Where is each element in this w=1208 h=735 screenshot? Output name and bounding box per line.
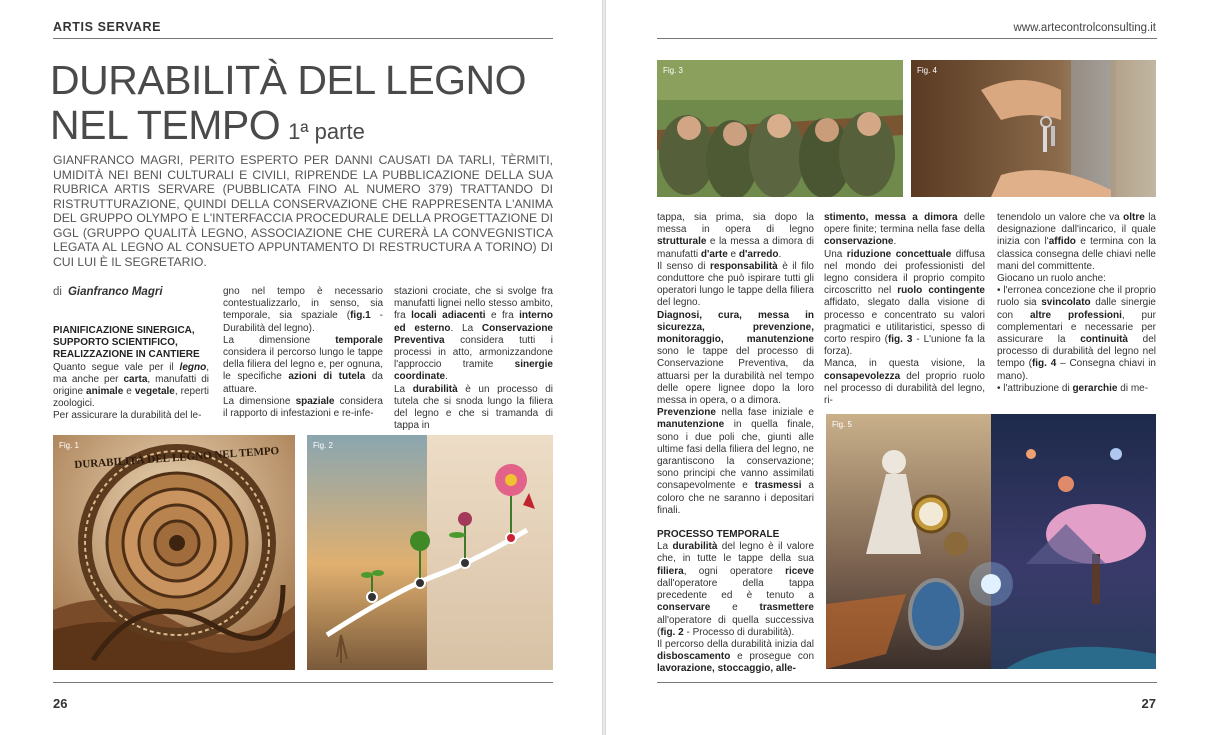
paragraph: Giocano un ruolo anche:: [997, 273, 1106, 285]
header-rule: [53, 38, 553, 39]
figure-5-label: Fig. 5: [832, 420, 853, 429]
paragraph: gno nel tempo è necessario contestualizzarlo, in senso, sia temporale, sia spaziale (fig.1 - Durabilità del legno).: [223, 286, 383, 334]
figure-2-label: Fig. 2: [313, 441, 334, 450]
section-title: ARTIS SERVARE: [53, 20, 162, 34]
lede-paragraph: GIANFRANCO MAGRI, PERITO ESPERTO PER DANNI CAUSATI DA TARLI, TÈRMITI, UMIDITÀ NEI BENI CULTURALI E CIVILI, RIPRENDE LA PUBBLICAZIONE DELLA SUA RUBRICA ARTIS SERVARE (PUBBLICATA FINO AL NUMERO 379) TRATTANDO DI RISTRUTTURAZIONE, QUINDI DELLA CONSERVAZIONE CHE RAPPRESENTA L'ANIMA DEL GRUPPO OLYMPO E L'INTERFACCIA PROCEDURALE DELLA PROGETTAZIONE DI GGL (GRUPPO QUALITÀ LEGNO, ASSOCIAZIONE CHE CURERÀ LA CONVEGNISTICA LEGATA AL LEGNO AL CONSUETO APPUNTAMENTO DI RESTRUCTURA A TORINO) DI CUI LUI È IL SEGRETARIO.: [53, 153, 553, 269]
left-column-1: [53, 323, 209, 423]
page-number-right: 27: [1141, 696, 1156, 711]
paragraph: tenendolo un valore che va oltre la designazione dall'incarico, il quale inizia con l'affido e termina con la classica consegna delle chiavi nelle mani del committente.: [997, 212, 1156, 272]
subheading: PIANIFICAZIONE SINERGICA, SUPPORTO SCIENTIFICO, REALIZZAZIONE IN CANTIERE: [53, 325, 200, 361]
figure-3-label: Fig. 3: [663, 66, 684, 75]
paragraph: Una riduzione concettuale diffusa nel mondo dei professionisti del legno considera il proprio compito circoscritto nel ruolo contingente affidato, slegato dalla visione di processo e concentrato su valori pragmatici e utilitaristici, spesso di corto respiro (fig. 3 - L'unione fa la forza).: [824, 248, 985, 358]
paragraph: Manca, in questa visione, la consapevolezza del proprio ruolo nel processo di durabilità del legno, ri-: [824, 358, 985, 407]
page-number-left: 26: [53, 696, 68, 711]
subheading: PROCESSO TEMPORALE: [657, 529, 780, 541]
title-part: 1ª parte: [288, 119, 365, 144]
paragraph: stimento, messa a dimora delle opere finite; termina nella fase della conservazione.: [824, 212, 986, 248]
paragraph: stazioni crociate, che si svolge fra manufatti lignei nello stesso ambito, fra locali adiacenti e fra interno ed esterno. La Conservazione Preventiva considera tutti i processi in atto, armonizzandone l'approccio tramite sinergie coordinate.: [394, 286, 553, 383]
figure-5-time-illustration: [826, 414, 1156, 669]
figure-2-artwork: [307, 435, 553, 670]
figure-5-artwork: [826, 414, 1156, 669]
byline: [53, 286, 163, 298]
paragraph: Il percorso della durabilità inizia dal disboscamento e prosegue con lavorazione, stoccaggio, alle-: [657, 638, 814, 675]
left-page: [0, 0, 602, 735]
figure-2-growth-illustration: [307, 435, 553, 670]
figure-1-spiral-illustration: [53, 435, 295, 670]
paragraph: • l'erronea concezione che il proprio ruolo sia svincolato dalle sinergie con altre professioni, pur complementari e necessarie per assicurare la continuità del processo di durabilità del legno nel tempo (fig. 4 – Consegna chiavi in mano).: [997, 285, 1156, 382]
site-url: www.artecontrolconsulting.it: [1013, 22, 1156, 34]
paragraph: Il senso di responsabilità è il filo conduttore che può ispirare tutti gli operatori lungo le tappe della filiera del legno.: [657, 260, 814, 309]
figure-4-keys-handover-photo: [911, 60, 1156, 197]
byline-author: Gianfranco Magri: [67, 286, 163, 298]
paragraph: Prevenzione nella fase iniziale e manutenzione in quella finale, sono i due poli che, giunti alle ultime fasi della filiera del legno, ne garantiscono la conservazione; sono principi che vanno assimilati consapevolmente e trasmessi a coloro che ne saranno i depositari finali.: [657, 407, 814, 516]
paragraph: La durabilità del legno è il valore che, in tutte le tappe della sua filiera, ogni operatore riceve dall'operatore della tappa precedente ed è tenuto a conservare e trasmettere all'operatore di quella successiva (fig. 2 - Processo di durabilità).: [657, 541, 815, 638]
figure-3-artwork: [657, 60, 903, 197]
paragraph: La dimensione spaziale considera il rapporto di infestazioni e re-infe-: [223, 395, 383, 420]
figure-4-label: Fig. 4: [917, 66, 938, 75]
figure-1-artwork: [53, 435, 295, 670]
paragraph: tappa, sia prima, sia dopo la messa in opera di legno strutturale e la messa a dimora di manufatti d'arte e d'arredo.: [657, 212, 814, 260]
title-line-2: [50, 103, 526, 154]
right-column-1: [657, 212, 814, 676]
title-line-1: DURABILITÀ DEL LEGNO: [50, 57, 527, 103]
byline-prefix: di: [53, 286, 62, 298]
paragraph: • l'attribuzione di gerarchie di me-: [997, 382, 1149, 394]
figure-4-artwork: [911, 60, 1156, 197]
right-page: [606, 0, 1208, 735]
right-column-2: [824, 212, 985, 407]
footer-rule: [657, 682, 1157, 683]
right-column-3: [997, 212, 1156, 395]
footer-rule: [53, 682, 553, 683]
figure-1-caption-text: DURABILITÀ DEL LEGNO NEL TEMPO: [74, 444, 280, 472]
paragraph: La durabilità è un processo di tutela che si snoda lungo la filiera del legno e che si tramanda di tappa in: [394, 383, 553, 432]
article-title: [50, 58, 526, 154]
figure-1-label: Fig. 1: [59, 441, 80, 450]
figure-3-teamwork-photo: [657, 60, 903, 197]
paragraph: Per assicurare la durabilità del le-: [53, 410, 202, 422]
paragraph: La dimensione temporale considera il percorso lungo le tappe della filiera del legno e, per ognuna, le specifiche azioni di tutela da attuare.: [223, 334, 383, 395]
title-line-2-text: NEL TEMPO: [50, 102, 281, 148]
left-column-2: [223, 286, 383, 420]
left-column-3: [394, 286, 553, 432]
paragraph: Quanto segue vale per il legno, ma anche per carta, manufatti di origine animale e vegetale, reperti zoologici.: [53, 361, 209, 410]
paragraph: Diagnosi, cura, messa in sicurezza, prevenzione, monitoraggio, manutenzione sono le tappe del processo di Conservazione Preventiva, da attuarsi per la durabilità nel tempo delle opere lignee dopo la loro messa in opera, o a dimora.: [657, 309, 814, 407]
header-rule: [657, 38, 1157, 39]
